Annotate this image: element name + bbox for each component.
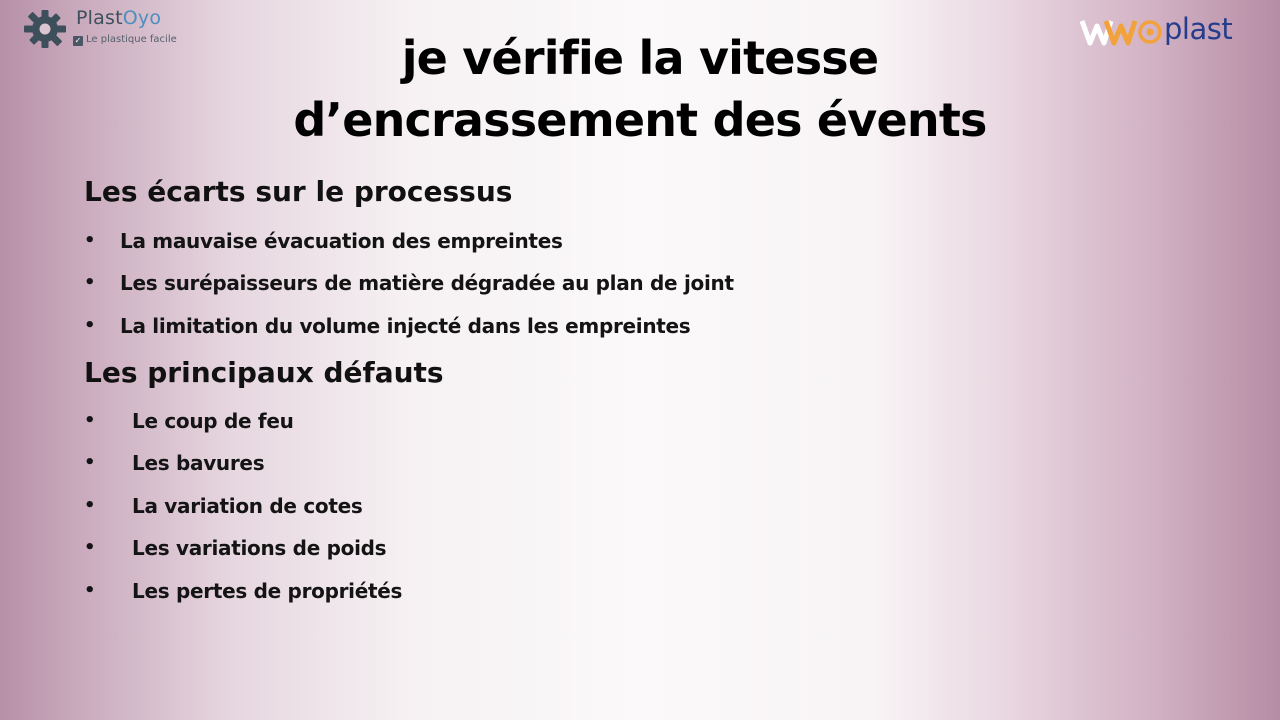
- list-item: • Les bavures: [84, 442, 402, 484]
- partner-brand: plast: [1164, 12, 1233, 46]
- bullet-icon: •: [84, 579, 96, 601]
- slide-title: [100, 27, 1180, 151]
- bullet-icon: •: [84, 272, 96, 294]
- list-item: • La mauvaise évacuation des empreintes: [84, 220, 734, 262]
- bullet-icon: •: [84, 314, 96, 336]
- bullet-icon: •: [84, 410, 96, 431]
- checkbox-icon: ✓: [74, 36, 82, 45]
- plastoyo-brand: PlastOyo: [76, 7, 162, 29]
- gear-icon: [20, 8, 70, 50]
- list-item: • Les surépaisseurs de matière dégradée au plan de joint: [84, 262, 734, 304]
- title-line-2: d’encrassement des évents: [293, 93, 987, 147]
- title-line-1: je vérifie la vitesse: [401, 31, 879, 85]
- list-item: • Les variations de poids: [84, 527, 402, 569]
- section-heading-main-defects: Les principaux défauts: [84, 356, 444, 389]
- plastoyo-tagline: ✓ Le plastique facile: [74, 34, 177, 45]
- process-deviations-list: [84, 220, 734, 347]
- bullet-icon: •: [84, 452, 96, 474]
- bullet-icon: •: [84, 494, 96, 516]
- list-item: • Les pertes de propriétés: [84, 570, 402, 612]
- list-item: • La variation de cotes: [84, 485, 402, 527]
- list-item: • La limitation du volume injecté dans les empreintes: [84, 305, 734, 347]
- bullet-icon: •: [84, 537, 96, 559]
- bullet-icon: •: [84, 230, 96, 251]
- main-defects-list: [84, 400, 402, 612]
- list-item: • Le coup de feu: [84, 400, 402, 442]
- section-heading-process-deviations: Les écarts sur le processus: [84, 175, 513, 208]
